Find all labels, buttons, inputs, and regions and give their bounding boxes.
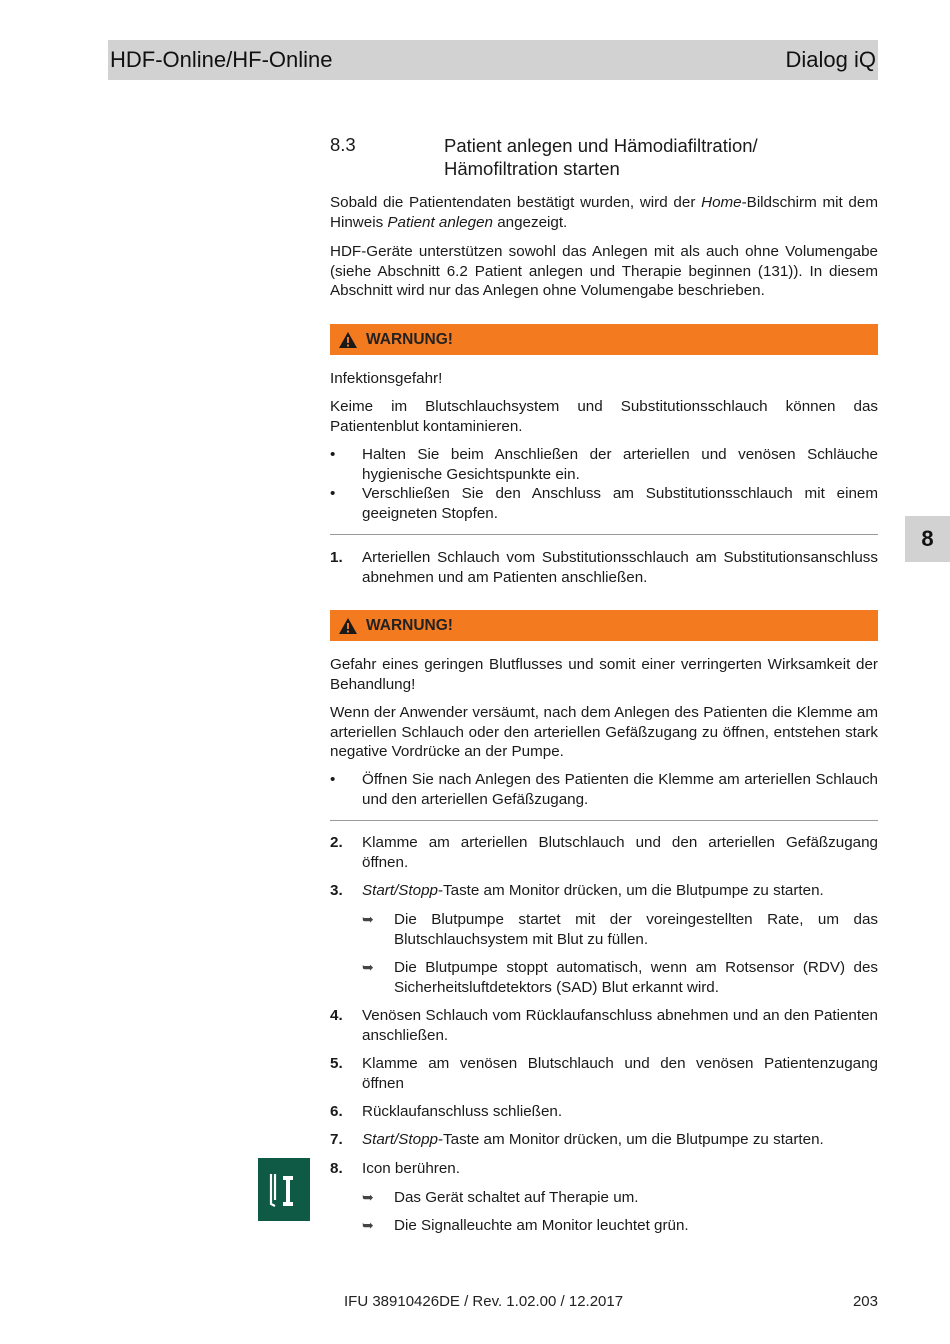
warning-triangle-icon [338,617,358,635]
warning-bar-1 [330,324,878,355]
section-title-line2: Hämofiltration starten [444,158,620,179]
section-number: 8.3 [330,134,356,155]
header-product-mode: HDF-Online/HF-Online [110,47,333,72]
page-header [108,40,878,80]
footer-document-id: IFU 38910426DE / Rev. 1.02.00 / 12.2017 [344,1293,624,1310]
section-title [444,134,758,180]
intro-paragraph-1: Sobald die Patientendaten bestätigt wurden, wird der Home-Bildschirm mit dem Hinweis Patient anlegen angezeigt. [330,194,878,231]
page-number: 203 [852,1293,878,1310]
intro-paragraph-2: HDF-Geräte unterstützen sowohl das Anlegen mit als auch ohne Volumengabe (siehe Abschnitt 6.2 Patient anlegen und Therapie beginnen (131)). In diesem Abschnitt wird nur das Anlegen ohne Volumengabe beschrieben. [330,243,878,299]
warning-bar-2 [330,610,878,641]
therapy-start-icon [258,1158,310,1221]
result-arrow-icon: ➥ [362,1189,374,1205]
result-arrow-icon: ➥ [362,1217,374,1233]
warning-triangle-icon [338,331,358,349]
result-arrow-icon: ➥ [362,959,374,975]
warning-label: WARNUNG! [366,616,453,634]
warning2-text: Wenn der Anwender versäumt, nach dem Anlegen des Patienten die Klemme am arteriellen Schlauch oder den arteriellen Gefäßzugang zu öffnen, entstehen stark negative Vordrücke an der Pumpe. [330,704,878,760]
divider [330,534,878,535]
warning2-title: Gefahr eines geringen Blutflusses und somit einer verringerten Wirksamkeit der Behandlung! [330,656,878,693]
warning1-title: Infektionsgefahr! [330,370,443,387]
header-device-name: Dialog iQ [785,47,876,72]
section-title-line1: Patient anlegen und Hämodiafiltration/ [444,135,758,156]
chapter-tab: 8 [905,516,950,562]
warning1-text: Keime im Blutschlauchsystem und Substitutionsschlauch können das Patientenblut kontaminieren. [330,398,878,435]
warning-label: WARNUNG! [366,330,453,348]
divider [330,820,878,821]
result-arrow-icon: ➥ [362,911,374,927]
